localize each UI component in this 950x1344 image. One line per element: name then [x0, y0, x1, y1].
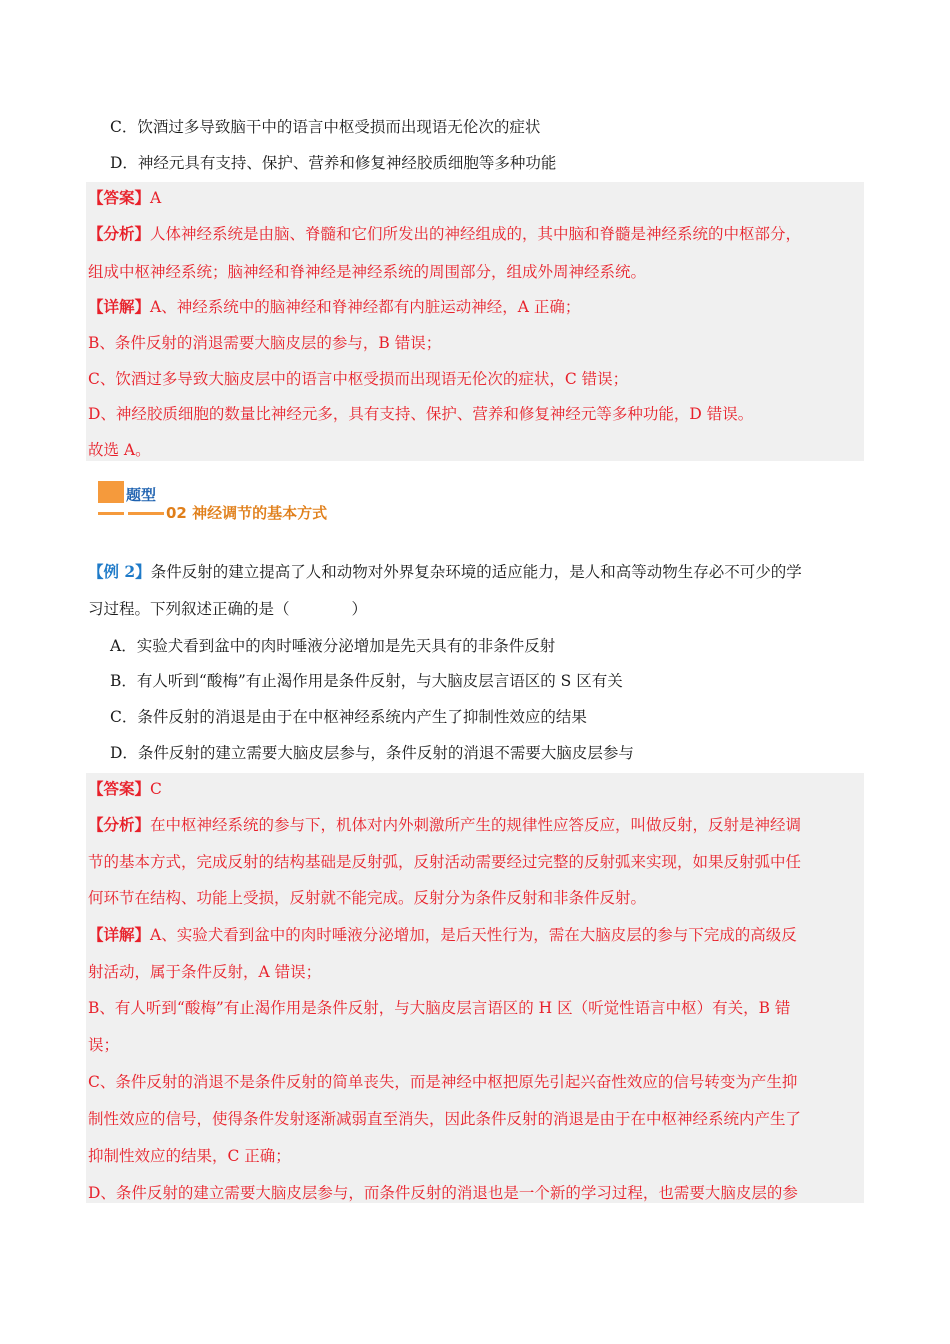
q2-option-c: C．条件反射的消退是由于在中枢神经系统内产生了抑制性效应的结果 [110, 708, 587, 726]
answer-label: 【答案】 [88, 188, 151, 207]
q1-analysis-line-2: 组成中枢神经系统；脑神经和脊神经是神经系统的周围部分，组成外周神经系统。 [88, 263, 647, 281]
q2-answer [88, 779, 162, 799]
detail-text: A、神经系统中的脑神经和脊神经都有内脏运动神经，A 正确； [150, 298, 581, 316]
detail-label: 【详解】 [88, 297, 151, 316]
q2-analysis-line-3: 何环节在结构、功能上受损，反射就不能完成。反射分为条件反射和非条件反射。 [88, 889, 647, 907]
q2-analysis-line-2: 节的基本方式，完成反射的结构基础是反射弧，反射活动需要经过完整的反射弧来实现，如果反射弧中任 [88, 853, 802, 871]
q2-detail-line-4: 误； [88, 1036, 120, 1054]
q2-detail-line-8: D、条件反射的建立需要大脑皮层参与，而条件反射的消退也是一个新的学习过程，也需要大脑皮层的参 [88, 1184, 798, 1202]
banner-underline-1 [98, 512, 124, 515]
banner-underline-2 [128, 512, 164, 515]
q2-detail-line-3: B、有人听到“酸梅”有止渴作用是条件反射，与大脑皮层言语区的 H 区（听觉性语言中枢）有关，B 错 [88, 999, 791, 1017]
q1-option-c: C．饮酒过多导致脑干中的语言中枢受损而出现语无伦次的症状 [110, 118, 541, 136]
analysis-text: 人体神经系统是由脑、脊髓和它们所发出的神经组成的，其中脑和脊髓是神经系统的中枢部分， [150, 225, 802, 243]
q1-answer [88, 188, 161, 208]
detail-text: A、实验犬看到盆中的肉时唾液分泌增加，是后天性行为，需在大脑皮层的参与下完成的高级反 [150, 926, 797, 944]
answer-value: A [150, 189, 162, 207]
answer-value: C [150, 780, 162, 798]
q2-stem-line-2: 习过程。下列叙述正确的是（ ） [88, 600, 368, 618]
example-label: 【例 2】 [88, 562, 151, 581]
q1-analysis-line-1 [88, 224, 801, 244]
answer-label: 【答案】 [88, 779, 151, 798]
q2-detail-line-6: 制性效应的信号，使得条件发射逐渐减弱直至消失，因此条件反射的消退是由于在中枢神经系统内产生了 [88, 1110, 802, 1128]
banner-tag: 题型 [126, 486, 157, 504]
analysis-label: 【分析】 [88, 815, 151, 834]
q1-detail-line-1 [88, 297, 580, 317]
q1-detail-line-4: D、神经胶质细胞的数量比神经元多，具有支持、保护、营养和修复神经元等多种功能，D 错误。 [88, 405, 754, 423]
q1-conclusion: 故选 A。 [88, 441, 151, 459]
q2-detail-line-5: C、条件反射的消退不是条件反射的简单丧失，而是神经中枢把原先引起兴奋性效应的信号转变为产生抑 [88, 1073, 798, 1091]
q2-detail-line-1 [88, 925, 797, 945]
q2-analysis-line-1 [88, 815, 801, 835]
analysis-label: 【分析】 [88, 224, 151, 243]
detail-label: 【详解】 [88, 925, 151, 944]
q1-detail-line-3: C、饮酒过多导致大脑皮层中的语言中枢受损而出现语无伦次的症状，C 错误； [88, 370, 629, 388]
q2-option-a: A．实验犬看到盆中的肉时唾液分泌增加是先天具有的非条件反射 [110, 637, 556, 655]
stem-text: 条件反射的建立提高了人和动物对外界复杂环境的适应能力，是人和高等动物生存必不可少的学 [150, 563, 802, 581]
solution-block-2 [86, 773, 864, 1203]
section-title: 02 神经调节的基本方式 [166, 504, 328, 522]
q2-option-b: B．有人听到“酸梅”有止渴作用是条件反射，与大脑皮层言语区的 S 区有关 [110, 672, 623, 690]
banner-orange-block [98, 481, 124, 503]
q1-option-d: D．神经元具有支持、保护、营养和修复神经胶质细胞等多种功能 [110, 154, 557, 172]
analysis-text: 在中枢神经系统的参与下，机体对内外刺激所产生的规律性应答反应，叫做反射，反射是神经调 [150, 816, 802, 834]
section-banner [98, 481, 358, 521]
q1-detail-line-2: B、条件反射的消退需要大脑皮层的参与，B 错误； [88, 334, 442, 352]
q2-stem-line-1 [88, 562, 802, 582]
q2-detail-line-2: 射活动，属于条件反射，A 错误； [88, 963, 322, 981]
q2-option-d: D．条件反射的建立需要大脑皮层参与，条件反射的消退不需要大脑皮层参与 [110, 744, 634, 762]
q2-detail-line-7: 抑制性效应的结果，C 正确； [88, 1147, 291, 1165]
